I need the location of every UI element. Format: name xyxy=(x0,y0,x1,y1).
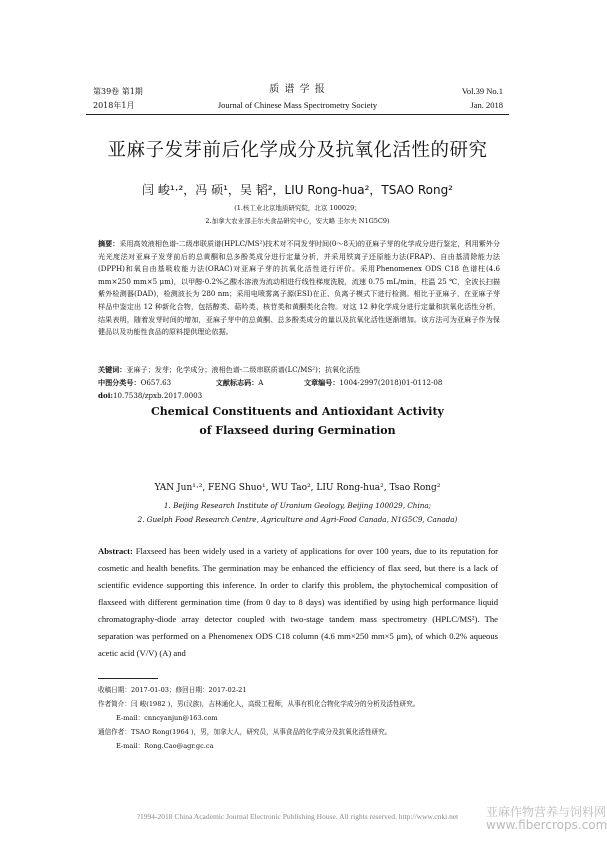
affiliation-en-2: 2. Guelph Food Research Centre, Agriculture and Agri-Food Canada, N1G5C9, Canada) xyxy=(137,515,458,524)
classification-line xyxy=(98,377,500,390)
footnote-received: 收稿日期：2017-01-03；修回日期：2017-02-21 xyxy=(98,686,247,694)
affiliation-cn-2: 2.加拿大农业部圭尔夫食品研究中心，安大略 圭尔夫 N1G5C9) xyxy=(205,217,390,225)
footnote-email-2: E-mail：Rong.Cao@agr.gc.ca xyxy=(116,742,214,750)
doi-label: doi: xyxy=(98,391,114,400)
title-en-line-1: Chemical Constituents and Antioxidant Activity xyxy=(151,405,444,418)
clc-label: 中图分类号： xyxy=(98,378,141,387)
doi-line xyxy=(98,390,500,403)
title-en-line-2: of Flaxseed during Germination xyxy=(199,424,396,437)
footnote-rule xyxy=(98,678,158,679)
date-en: Jan. 2018 xyxy=(470,100,503,110)
abstract-cn-label: 摘要： xyxy=(98,239,120,248)
authors-en: YAN Jun¹·², FENG Shuo¹, WU Tao², LIU Rong-hua², Tsao Rong² xyxy=(154,483,441,493)
abstract-en xyxy=(98,543,498,662)
footnote-email-1: E-mail：cnncyanjun@163.com xyxy=(116,714,218,722)
abstract-en-label: Abstract: xyxy=(98,546,133,556)
keywords-cn xyxy=(98,364,500,377)
affiliation-cn-1: (1.核工业北京地质研究院，北京 100029； xyxy=(234,204,361,212)
affiliation-en-1: 1. Beijing Research Institute of Uranium Geology, Beijing 100029, China; xyxy=(163,501,432,510)
watermark-cn: 亚麻作物营养与饲料网 xyxy=(486,805,607,819)
watermark-url: www.fibercrops.com xyxy=(486,818,607,832)
volume-cn: 第39卷 第1期 xyxy=(93,87,143,96)
watermark xyxy=(486,806,607,832)
copyright-line: ?1994-2018 China Academic Journal Electronic Publishing House. All rights reserved. http://www.cnki.net xyxy=(136,812,459,821)
keywords-cn-text: 亚麻子；发芽；化学成分；液相色谱-二级串联质谱(LC/MS²)；抗氧化活性 xyxy=(126,365,361,374)
abstract-en-text: Flaxseed has been widely used in a variety of applications for over 100 years, due to its reputation for cosmetic and health benefits. The germination may be enhanced the efficiency of flax seed, but there is a lack of scientific evidence supporting this inference. In order to clarify this problem, the phytochemical composition of flaxseed with different germination time (from 0 day to 8 days) was identified by using high performance liquid chromatography-diode array detector coupled with two-stage tandem mass spectrometry (HPLC/MS²). The separation was performed on a Phenomenex ODS C18 column (4.6 mm×250 mm×5 μm), of which 0.2% aqueous acetic acid (V/V) (A) and xyxy=(98,546,498,658)
doi-value: 10.7538/zpxb.2017.0003 xyxy=(113,391,203,400)
clc-value: O657.63 xyxy=(140,378,172,387)
abstract-cn-text: 采用高效液相色谱-二级串联质谱(HPLC/MS²)技术对不同发芽时间(0～8天)的亚麻子芽的化学成分进行鉴定，利用紫外分光光度法对亚麻子发芽前后的总黄酮和总多酚类成分进行定量分析，并采用铁离子还原能力法(FRAP)、自由基清除能力法(DPPH)和氧自由基吸收能力法(ORAC)对亚麻子芽的抗氧化活性进行评价。采用Phenomenex ODS C18 色谱柱(4.6 mm×250 mm×5 μm)，以甲醇-0.2%乙酸水溶液为流动相进行线性梯度洗脱，流速 0.75 mL/min，柱温 25 ℃，全波长扫描紫外检测器(DAD)，检测波长为 280 nm；采用电喷雾离子源(ESI)在正、负离子模式下进行检测。相比于亚麻子，在亚麻子芽样品中鉴定出 12 种新化合物，包括醇类、萜吟类、核苷类和黄酮类化合物。对这 12 种化学成分进行定量和抗氧化活性分析，结果表明，随着发芽时间的增加，亚麻子芽中的总黄酮、总多酚类成分的量以及抗氧化活性逐渐增加。该方法可为亚麻子作为保健品以及功能性食品的原料提供理论依据。 xyxy=(98,239,501,337)
footnote-author-bio: 作者简介：闫 峻(1982 )，男(汉族)，吉林通化人，高级工程师，从事有机化合物化学成分的分析及活性研究。 xyxy=(98,700,420,708)
footnote-corresponding: 通信作者：TSAO Rong(1964 )，男，加拿大人，研究员，从事食品的化学成分及抗氧化活性研究。 xyxy=(98,728,392,736)
header-rule xyxy=(86,114,509,115)
volume-en: Vol.39 No.1 xyxy=(461,86,503,96)
doc-code-value: A xyxy=(258,378,264,387)
doc-code-label: 文献标志码： xyxy=(215,378,259,387)
keywords-cn-label: 关键词： xyxy=(98,365,127,374)
title-cn: 亚麻子发芽前后化学成分及抗氧化活性的研究 xyxy=(107,140,488,161)
date-cn: 2018年1月 xyxy=(93,101,135,110)
journal-title-en: Journal of Chinese Mass Spectrometry Society xyxy=(217,100,378,110)
article-no-label: 文章编号： xyxy=(303,378,340,387)
journal-title-cn: 质 谱 学 报 xyxy=(269,84,326,95)
authors-cn: 闫 峻¹·²，冯 硕¹，吴 韬²，LIU Rong-hua²，TSAO Rong² xyxy=(142,183,453,197)
article-no-value: 1004-2997(2018)01-0112-08 xyxy=(339,378,443,387)
abstract-cn xyxy=(98,238,500,339)
